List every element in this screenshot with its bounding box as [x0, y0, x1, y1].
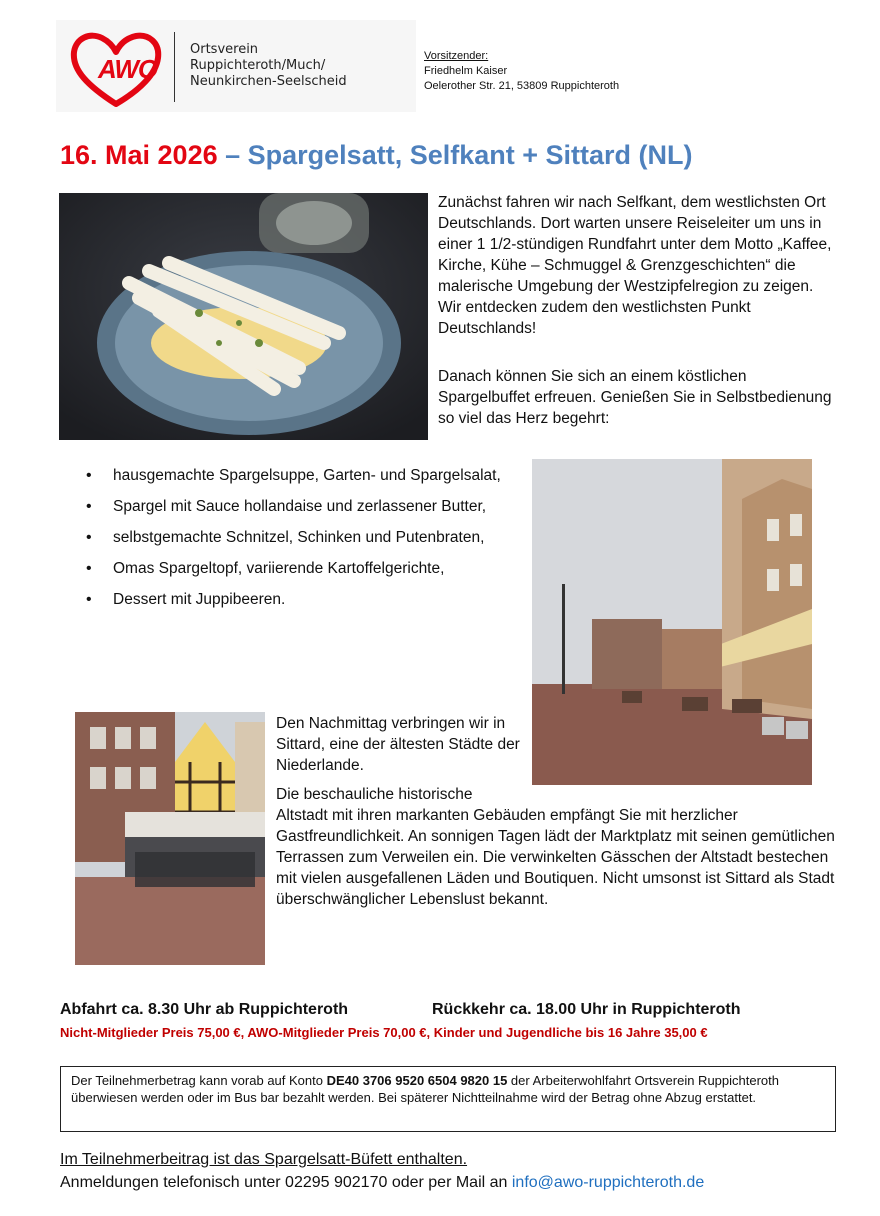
logo-line-2: Ruppichteroth/Much/: [190, 58, 326, 73]
logo-brand: AWO: [98, 54, 158, 84]
sittard-paragraph-2-rest: Altstadt mit ihren markanten Gebäuden empfängt Sie mit herzlicher Gastfreundlichkeit. An sonnigen Tagen lädt der Marktplatz mit seinen gemütlichen Terrassen zum Verweilen ein. Die verwinkelten Gässchen der Altstadt bestechen mit vielen ausgefallenen Läden und Boutiquen. Nicht umsonst ist Sittard als Stadt überschwänglicher Lebenslust bekannt.: [276, 807, 835, 908]
chair-info: [424, 49, 619, 94]
title-rest: – Spargelsatt, Selfkant + Sittard (NL): [217, 140, 693, 170]
sittard-street-photo: [75, 712, 265, 965]
sittard-paragraph-1: Den Nachmittag verbringen wir in Sittard, eine der ältesten Städte der Niederlande.: [276, 715, 520, 774]
awo-logo: [56, 20, 416, 112]
list-item: • Omas Spargeltopf, variierende Kartoffelgerichte,: [86, 559, 526, 579]
payment-iban: DE40 3706 9520 6504 9820 15: [326, 1073, 508, 1088]
payment-text-after: der Arbeiterwohlfahrt Ortsverein Ruppichteroth überwiesen werden oder im Bus bar bezahlt werden. Bei späterer Nichtteilnahme wird der Betrag ohne Abzug erstattet.: [71, 1073, 779, 1105]
asparagus-photo: [59, 193, 428, 440]
payment-text-before: Der Teilnehmerbetrag kann vorab auf Konto: [71, 1073, 327, 1088]
email-link[interactable]: info@awo-ruppichteroth.de: [511, 1174, 705, 1191]
payment-box: [60, 1066, 836, 1132]
sittard-paragraph-2-start: Die beschauliche historische: [276, 786, 473, 803]
chair-address: Oelerother Str. 21, 53809 Ruppichteroth: [424, 80, 620, 92]
list-item: • hausgemachte Spargelsuppe, Garten- und Spargelsalat,: [86, 466, 526, 486]
intro-paragraph-1: Zunächst fahren wir nach Selfkant, dem westlichsten Ort Deutschlands. Dort warten unsere Reiseleiter um uns in einer 1 1/2-stündigen Rundfahrt unter dem Motto „Kaffee, Kirche, Kühe – Schmuggel & Grenzgeschichten“ die malerische Umgebung der Westzipfelregion zu zeigen. Wir entdecken zudem den westlichsten Punkt Deutschlands!: [438, 194, 832, 337]
intro-paragraph-2: Danach können Sie sich an einem köstlichen Spargelbuffet erfreuen. Genießen Sie in Selbstbedienung so viel das Herz begehrt:: [438, 368, 832, 427]
list-item: • Dessert mit Juppibeeren.: [86, 590, 526, 610]
chair-label: Vorsitzender:: [424, 50, 489, 62]
page-title: [60, 140, 693, 171]
return-time: Rückkehr ca. 18.00 Uhr in Ruppichteroth: [432, 1001, 741, 1018]
logo-divider: [174, 32, 175, 102]
included-note: Im Teilnehmerbeitrag ist das Spargelsatt-Büfett enthalten.: [60, 1151, 468, 1168]
chair-name: Friedhelm Kaiser: [424, 65, 508, 77]
logo-line-1: Ortsverein: [190, 42, 259, 57]
prices: Nicht-Mitglieder Preis 75,00 €, AWO-Mitglieder Preis 70,00 €, Kinder und Jugendliche bis 16 Jahre 35,00 €: [60, 1025, 708, 1040]
signup-info: [60, 1174, 704, 1192]
buffet-list: [86, 466, 526, 621]
logo-text: [190, 42, 347, 90]
list-item: • Spargel mit Sauce hollandaise und zerlassener Butter,: [86, 497, 526, 517]
logo-line-3: Neunkirchen-Seelscheid: [190, 74, 347, 89]
signup-text: Anmeldungen telefonisch unter 02295 902170 oder per Mail an: [60, 1174, 512, 1191]
sittard-square-photo: [532, 459, 812, 785]
list-item: • selbstgemachte Schnitzel, Schinken und Putenbraten,: [86, 528, 526, 548]
departure-time: Abfahrt ca. 8.30 Uhr ab Ruppichteroth: [60, 1001, 349, 1018]
title-date: 16. Mai 2026: [60, 140, 218, 170]
